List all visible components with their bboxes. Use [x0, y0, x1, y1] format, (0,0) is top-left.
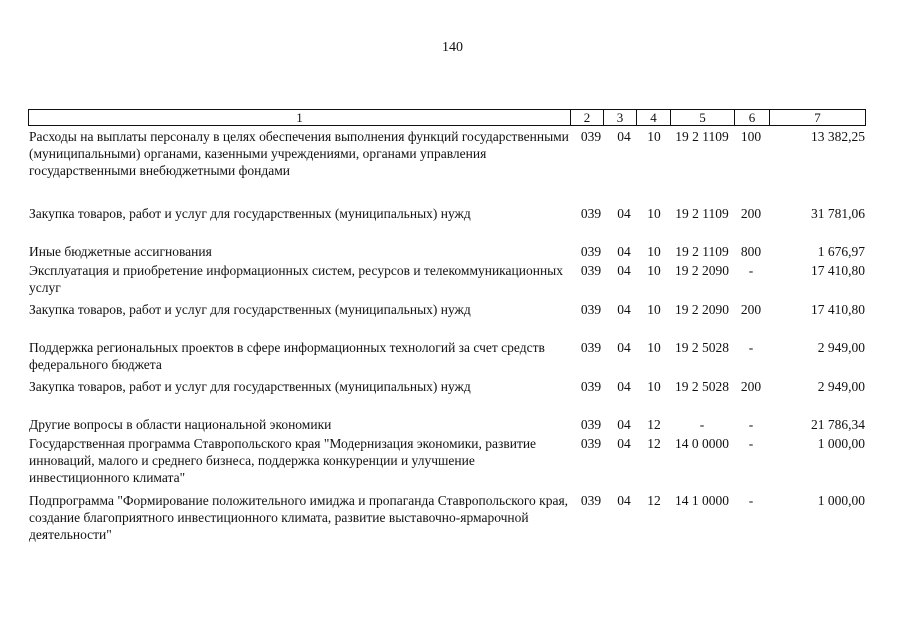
header-col-1: 1: [296, 110, 303, 125]
row-col-4: 10: [647, 340, 661, 355]
row-col-5: 14 0 0000: [675, 436, 729, 451]
row-name: Закупка товаров, работ и услуг для государственных (муниципальных) нужд: [29, 379, 471, 394]
row-col-4: 12: [647, 436, 661, 451]
row-col-6: -: [748, 493, 754, 508]
row-col-7: 21 786,34: [811, 417, 865, 432]
row-col-3: 04: [617, 302, 631, 317]
row-col-5: -: [699, 417, 705, 432]
row-col-5: 19 2 5028: [675, 379, 729, 394]
row-col-7: 17 410,80: [811, 302, 865, 317]
row-name: Расходы на выплаты персоналу в целях обеспечения выполнения функций государственными (муниципальными) органами, казенными учреждениями, органами управления государственными внебюджетными фондами: [29, 129, 569, 178]
row-col-7: 1 000,00: [817, 493, 865, 508]
header-col-3: 3: [603, 110, 636, 125]
row-col-3: 04: [617, 417, 631, 432]
row-name: Подпрограмма "Формирование положительного имиджа и пропаганда Ставропольского края, создание благоприятного инвестиционного климата, развитие выставочно-ярмарочной деятельности": [29, 493, 569, 542]
row-col-4: 12: [647, 417, 661, 432]
row-col-6: -: [748, 263, 754, 278]
row-col-2: 039: [580, 436, 602, 451]
row-col-3: 04: [617, 206, 631, 221]
row-col-4: 10: [647, 302, 661, 317]
row-col-2: 039: [580, 206, 602, 221]
row-name: Другие вопросы в области национальной экономики: [29, 417, 332, 432]
row-col-2: 039: [580, 244, 602, 259]
row-col-5: 19 2 2090: [675, 263, 729, 278]
row-col-5: 19 2 1109: [675, 129, 729, 144]
row-col-6: -: [748, 436, 754, 451]
row-col-7: 2 949,00: [817, 379, 865, 394]
row-col-3: 04: [617, 244, 631, 259]
row-col-2: 039: [580, 340, 602, 355]
row-col-7: 13 382,25: [811, 129, 865, 144]
row-col-6: -: [748, 417, 754, 432]
row-col-2: 039: [580, 493, 602, 508]
row-name: Закупка товаров, работ и услуг для государственных (муниципальных) нужд: [29, 302, 471, 317]
row-col-6: 200: [740, 302, 762, 317]
row-col-5: 14 1 0000: [675, 493, 729, 508]
row-col-3: 04: [617, 340, 631, 355]
row-col-7: 1 000,00: [817, 436, 865, 451]
table-header: [28, 109, 866, 126]
row-col-6: 200: [740, 379, 762, 394]
row-col-4: 10: [647, 129, 661, 144]
row-col-6: 800: [740, 244, 762, 259]
row-name: Иные бюджетные ассигнования: [29, 244, 212, 259]
row-col-3: 04: [617, 379, 631, 394]
row-col-6: -: [748, 340, 754, 355]
row-col-5: 19 2 1109: [675, 244, 729, 259]
row-col-5: 19 2 5028: [675, 340, 729, 355]
row-col-5: 19 2 1109: [675, 206, 729, 221]
row-col-7: 1 676,97: [817, 244, 865, 259]
row-col-6: 200: [740, 206, 762, 221]
header-col-2: 2: [570, 110, 603, 125]
header-col-6: 6: [734, 110, 769, 125]
header-col-7: 7: [769, 110, 865, 125]
row-col-4: 10: [647, 263, 661, 278]
row-col-4: 12: [647, 493, 661, 508]
row-col-2: 039: [580, 417, 602, 432]
header-col-4: 4: [636, 110, 670, 125]
row-col-4: 10: [647, 379, 661, 394]
row-col-7: 17 410,80: [811, 263, 865, 278]
row-col-3: 04: [617, 493, 631, 508]
row-col-7: 2 949,00: [817, 340, 865, 355]
page-number: 140: [442, 40, 463, 55]
row-col-5: 19 2 2090: [675, 302, 729, 317]
row-name: Эксплуатация и приобретение информационных систем, ресурсов и телекоммуникационных услуг: [29, 263, 564, 295]
row-name: Закупка товаров, работ и услуг для государственных (муниципальных) нужд: [29, 206, 471, 221]
row-col-2: 039: [580, 263, 602, 278]
row-col-6: 100: [740, 129, 762, 144]
row-col-7: 31 781,06: [811, 206, 865, 221]
row-col-3: 04: [617, 129, 631, 144]
row-col-2: 039: [580, 379, 602, 394]
header-col-5: 5: [670, 110, 734, 125]
row-col-4: 10: [647, 244, 661, 259]
row-col-2: 039: [580, 129, 602, 144]
row-col-2: 039: [580, 302, 602, 317]
row-col-3: 04: [617, 436, 631, 451]
row-col-3: 04: [617, 263, 631, 278]
row-col-4: 10: [647, 206, 661, 221]
row-name: Поддержка региональных проектов в сфере информационных технологий за счет средств федерального бюджета: [29, 340, 545, 372]
row-name: Государственная программа Ставропольского края "Модернизация экономики, развитие инноваций, малого и среднего бизнеса, поддержка конкуренции и улучшение инвестиционного климата": [29, 436, 537, 485]
